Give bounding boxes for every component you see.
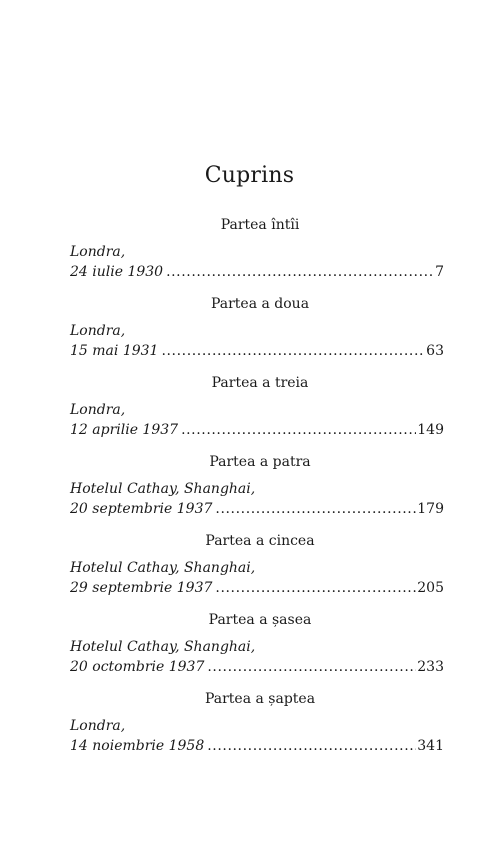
entry-date: 20 septembrie 1937 [70,501,213,517]
toc-part-2 [70,294,444,373]
entry-date-line [70,341,444,361]
entry-date: 20 octombrie 1937 [70,659,205,675]
toc-part-7 [70,689,444,768]
part-heading: Partea a treia [211,375,309,391]
toc-entry [70,321,444,361]
part-heading: Partea a șaptea [204,691,316,707]
page-title: Cuprins [204,162,295,188]
toc-entry [70,400,444,440]
dot-leader [207,736,416,756]
entry-date: 24 iulie 1930 [70,264,164,280]
dot-leader [161,341,425,361]
toc-part-4 [70,452,444,531]
toc-part-1 [70,215,444,294]
part-heading: Partea a patra [209,454,311,470]
part-heading: Partea a doua [210,296,310,312]
toc-entry [70,479,444,519]
entry-place: Londra, [70,244,126,260]
entry-page-number: 149 [417,422,444,438]
entry-place: Hotelul Cathay, Shanghai, [70,560,256,576]
entry-place: Londra, [70,718,126,734]
toc-entry [70,637,444,677]
entry-date: 15 mai 1931 [70,343,159,359]
entry-place: Hotelul Cathay, Shanghai, [70,481,256,497]
dot-leader [207,657,416,677]
part-heading: Partea a cincea [205,533,315,549]
dot-leader [166,262,434,282]
toc-part-6 [70,610,444,689]
toc-entry [70,716,444,756]
dot-leader [181,420,416,440]
toc-part-5 [70,531,444,610]
entry-page-number: 341 [417,738,444,754]
entry-page-number: 205 [417,580,444,596]
entry-place: Londra, [70,323,126,339]
toc-part-3 [70,373,444,452]
dot-leader [215,578,416,598]
dot-leader [215,499,416,519]
entry-date-line [70,499,444,519]
entry-date: 14 noiembrie 1958 [70,738,205,754]
toc-entry [70,242,444,282]
entry-place: Hotelul Cathay, Shanghai, [70,639,256,655]
toc-entry [70,558,444,598]
entry-date-line [70,736,444,756]
entry-page-number: 179 [417,501,444,517]
entry-date-line [70,420,444,440]
entry-date-line [70,262,444,282]
table-of-contents [70,215,444,768]
part-heading: Partea întîi [220,217,300,233]
entry-page-number: 7 [435,264,444,280]
entry-date: 12 aprilie 1937 [70,422,179,438]
entry-page-number: 63 [426,343,444,359]
entry-page-number: 233 [417,659,444,675]
part-heading: Partea a șasea [208,612,312,628]
entry-date-line [70,578,444,598]
entry-date-line [70,657,444,677]
entry-date: 29 septembrie 1937 [70,580,213,596]
entry-place: Londra, [70,402,126,418]
